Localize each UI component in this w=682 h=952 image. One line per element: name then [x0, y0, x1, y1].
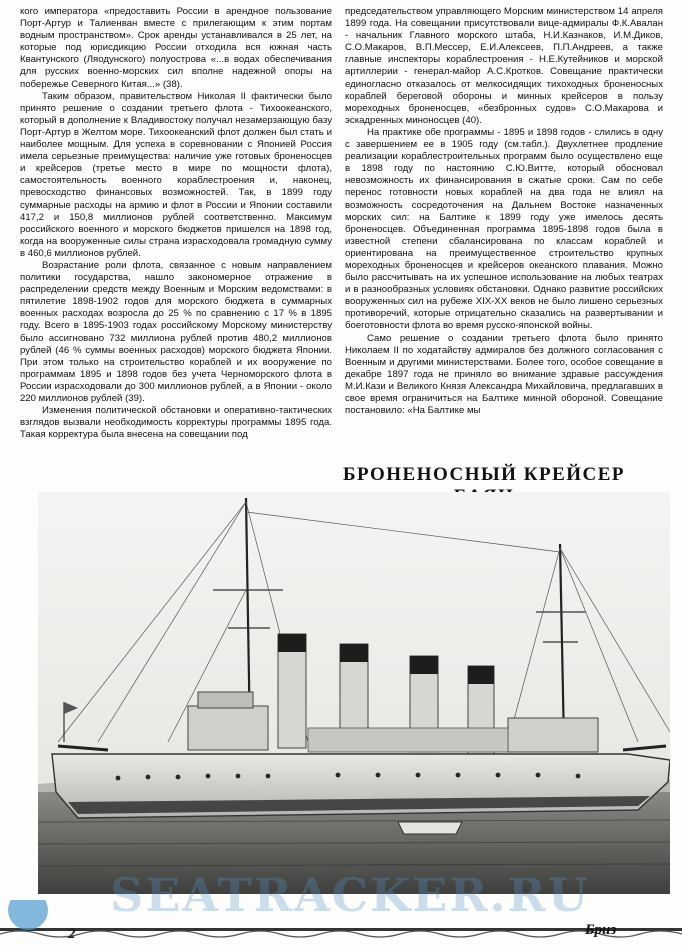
cruiser-bayan-photo: [38, 492, 670, 894]
left-paragraph-2: Таким образом, правительством Николая II фактически было принято решение о создании третьего флота - Тихоокеанского, который в дополнение к Владивостоку получал незамерзающую базу Порт-Артур в Желтом море. Тихоокеанский флот должен был стать и наиболее мощным. Для успеха в соревновании с Японией Россия имела серьезные преимущества: наличие уже готовых броненосцев и крейсеров (третье место в мире по мощности флота), самостоятельность военного кораблестроения и, наконец, превосходство финансовых возможностей. Так, в 1899 году суммарные расходы на армию и флот в России и Японии составили 417,2 и 150,8 миллионов рублей соответственно. Максимум российского военного и морского бюджетов пришелся на 1898 год, когда на вооруженные силы страна израсходовала громадную сумму в 460,6 миллионов рублей.: [20, 90, 332, 259]
watermark-sun-icon: [8, 900, 48, 930]
right-text-column: [345, 6, 663, 417]
watermark-text: SEATRACKER.RU: [110, 868, 590, 922]
launch-boat: [398, 822, 462, 834]
left-paragraph-3: Возрастание роли флота, связанное с новым направлением политики государства, нашло закономерное отражение в распределении средств между Военным и Морским ведомствами: в пятилетие 1898-1902 годов для морского бюджета в суммарных военных расходах возросла до 25 % по сравнению с 17 % в 1895 году. Всего в 1895-1903 годах российскому Морскому министерству было ассигновано 732 миллиона рублей против 480,2 миллионов рублей (46 % суммы военных расходов) морского бюджета Японии. При этом только на строительство кораблей и их вооружение по программам 1895 и 1898 годов без учета Черноморского флота в России израсходовали до 300 миллионов рублей, а в Японии - около 220 миллионов рублей (39).: [20, 259, 332, 404]
left-paragraph-4: Изменения политической обстановки и оперативно-тактических взглядов вызвали необходимость корректуры программы 1895 года. Такая корректура была внесена на совещании под: [20, 405, 332, 441]
right-paragraph-2: На практике обе программы - 1895 и 1898 годов - слились в одну с завершением ее в 1905 году (см.табл.). Двухлетнее продление реализации кораблестроительных программ было осуществлено еще в 1898 году по настоянию С.Ю.Витте, который обосновал невозможность их финансирования в сжатые сроки. Сам по себе перенос готовности новых кораблей на два года не влиял на возможность сосредоточения на Дальнем Востоке назначенных морских сил: на Балтике к 1899 году уже имелось десять броненосцев. Объединенная программа 1895-1898 годов была в известной степени сбалансирована по классам кораблей и ориентирована на преимущественное строительство крупных мореходных броненосцев и крейсеров океанского плавания. Можно было рассчитывать на их успешное использование на любых театрах и в разнообразных условиях обстановки. Однако развитие российских вооруженных сил на рубеже XIX-XX веков не было лишено серьезных противоречий, которые отрицательно сказались на развертывании и боеготовности флота во время русско-японской войны.: [345, 126, 663, 332]
cruiser-illustration: [38, 492, 670, 894]
right-paragraph-1: председательством управляющего Морским министерством 14 апреля 1899 года. На совещании присутствовали вице-адмиралы Ф.К.Авалан - начальник Главного морского штаба, Н.И.Казнаков, И.М.Диков, С.О.Макаров, В.П.Мессер, Е.И.Алексеев, П.П.Андреев, а также главные инспекторы кораблестроения - Н.Е.Кутейников и морской артиллерии - генерал-майор А.С.Кротков. Совещание практически единогласно отказалось от мелкосидящих тихоходных броненосных кораблей береговой обороны и минных крейсеров в пользу мореходных броненосцев, «безбронных судов» С.О.Макарова и эскадренных миноносцев (40).: [345, 6, 663, 126]
magazine-name: Бриз: [585, 922, 617, 938]
left-paragraph-1: кого императора «предоставить России в арендное пользование Порт-Артур и Талиенван вместе с прилегающим к этим портам водным пространством». Срок аренды устанавливался в 25 лет, на которые под юрисдикцию России отходила вся южная часть Квантунского (Ляодунского) полуострова «...в водах обеспечивания для русских военно-морских сил вполне надежной опоры на побережье Северного Китая...» (38).: [20, 6, 332, 90]
right-paragraph-3: Само решение о создании третьего флота было принято Николаем II по ходатайству адмиралов без должного согласования с Военным и другими министерствами. Более того, особое совещание в декабре 1897 года не приняло во внимание здравые рассуждения М.И.Кази и Великого Князя Александра Михайловича, предлагавших в свое время ограничиться на Балтике минной обороной. Совещание постановило: «На Балтике мы: [345, 332, 663, 417]
photo-headline: БРОНЕНОСНЫЙ КРЕЙСЕР: [342, 464, 626, 485]
left-text-column: [20, 6, 332, 441]
page-number: 2: [68, 926, 76, 942]
